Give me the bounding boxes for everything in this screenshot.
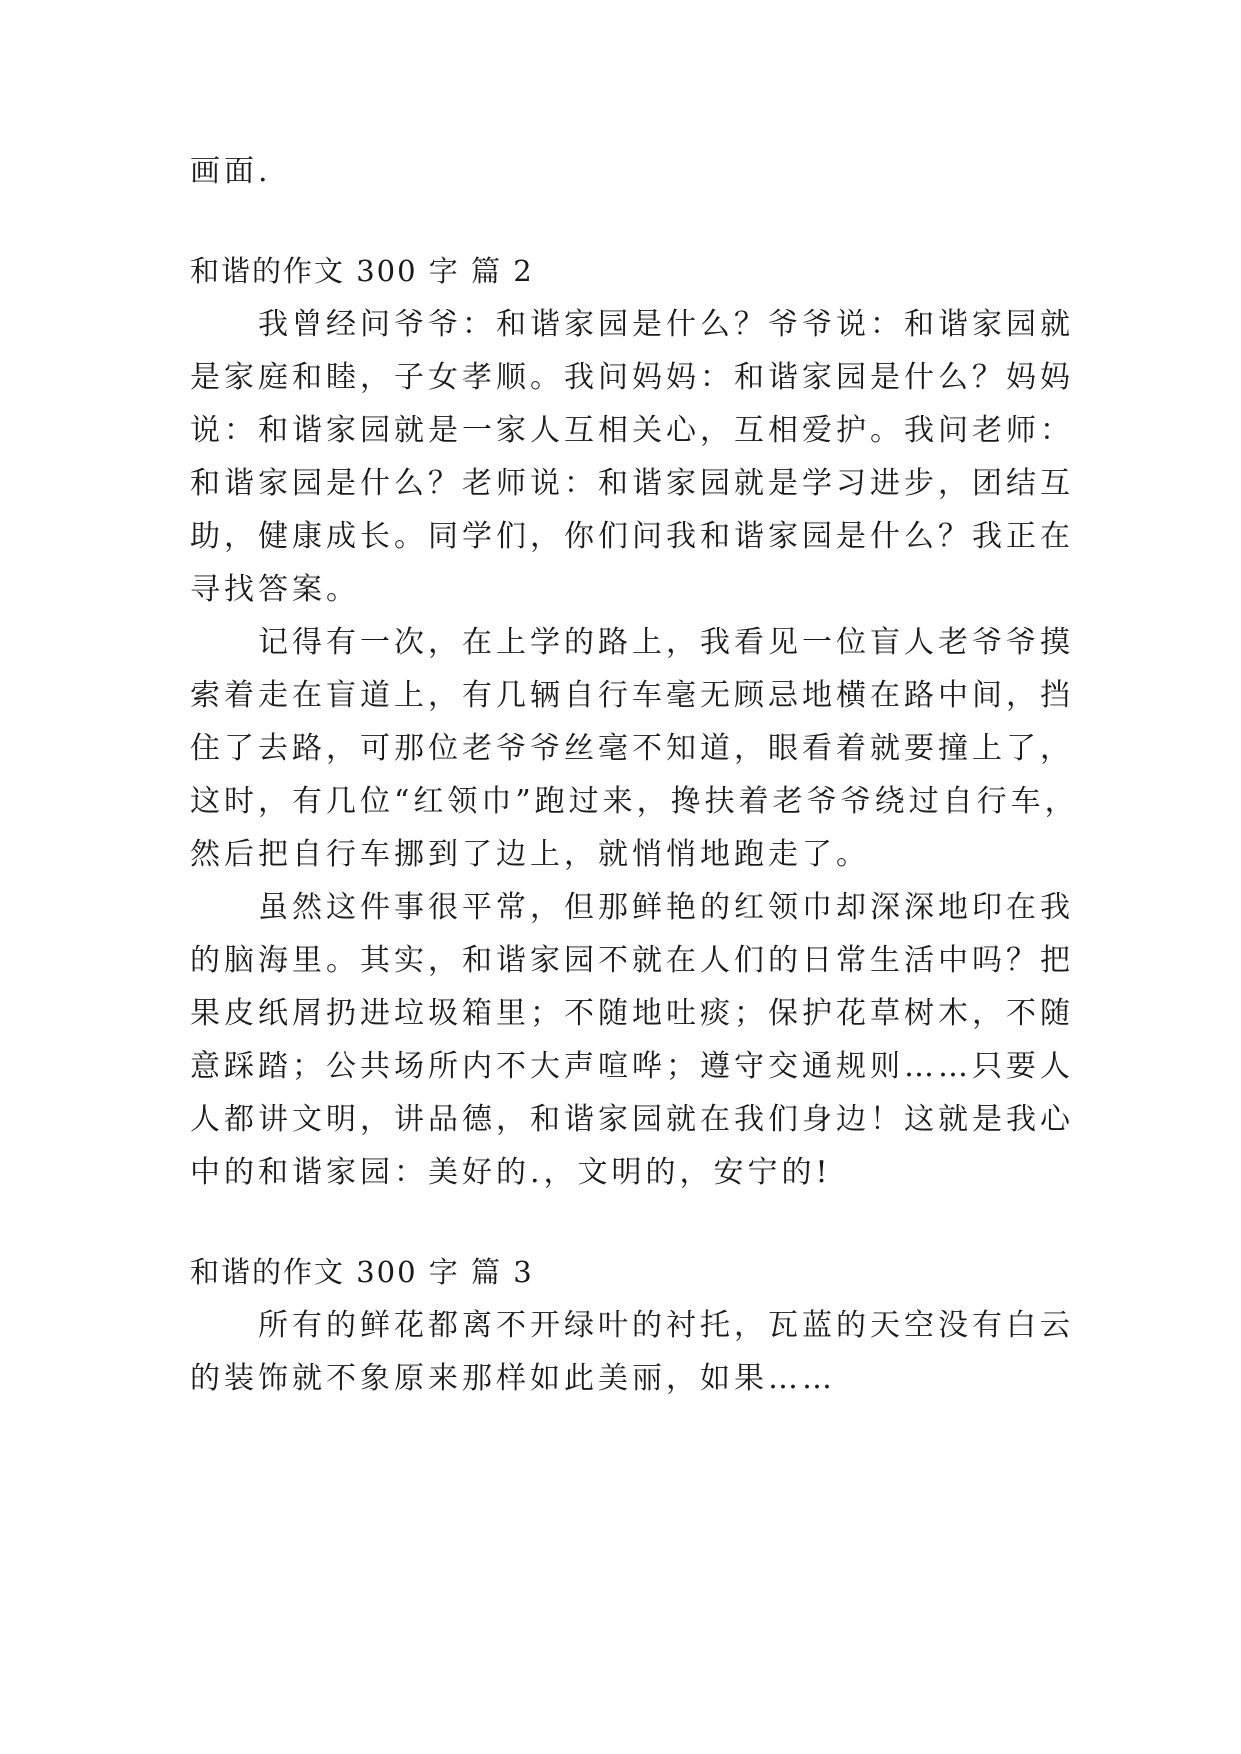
- paragraph-line: 人都讲文明，讲品德，和谐家园就在我们身边！这就是我心: [190, 1102, 1074, 1137]
- paragraph-line: 记得有一次，在上学的路上，我看见一位盲人老爷爷摸: [258, 625, 1074, 660]
- paragraph-line: 果皮纸屑扔进垃圾箱里；不随地吐痰；保护花草树木，不随: [190, 996, 1074, 1031]
- paragraph-line: 我曾经问爷爷：和谐家园是什么？爷爷说：和谐家园就: [258, 307, 1074, 342]
- paragraph-line: 然后把自行车挪到了边上，就悄悄地跑走了。: [190, 837, 870, 872]
- section-heading: 和谐的作文 300 字 篇 2: [190, 254, 534, 288]
- paragraph-line: 的装饰就不象原来那样如此美丽，如果……: [190, 1361, 836, 1396]
- paragraph-line: 助，健康成长。同学们，你们问我和谐家园是什么？我正在: [190, 519, 1074, 554]
- paragraph-line: 虽然这件事很平常，但那鲜艳的红领巾却深深地印在我: [258, 890, 1074, 925]
- paragraph-line: 索着走在盲道上，有几辆自行车毫无顾忌地横在路中间，挡: [190, 678, 1074, 713]
- paragraph-line: 所有的鲜花都离不开绿叶的衬托，瓦蓝的天空没有白云: [258, 1308, 1074, 1343]
- paragraph-line: 是家庭和睦，子女孝顺。我问妈妈：和谐家园是什么？妈妈: [190, 360, 1074, 395]
- paragraph-line: 中的和谐家园：美好的.，文明的，安宁的!: [190, 1155, 832, 1190]
- section-heading: 和谐的作文 300 字 篇 3: [190, 1255, 534, 1289]
- text-fragment: 画面.: [190, 154, 272, 189]
- paragraph-line: 意踩踏；公共场所内不大声喧哗；遵守交通规则……只要人: [190, 1049, 1074, 1084]
- paragraph-line: 寻找答案。: [190, 572, 360, 607]
- paragraph-line: 和谐家园是什么？老师说：和谐家园就是学习进步，团结互: [190, 466, 1074, 501]
- paragraph-line: 这时，有几位“红领巾”跑过来，搀扶着老爷爷绕过自行车，: [190, 784, 1079, 819]
- paragraph-line: 住了去路，可那位老爷爷丝毫不知道，眼看着就要撞上了，: [190, 731, 1074, 766]
- paragraph-line: 的脑海里。其实，和谐家园不就在人们的日常生活中吗？把: [190, 943, 1074, 978]
- paragraph-line: 说：和谐家园就是一家人互相关心，互相爱护。我问老师：: [190, 413, 1074, 448]
